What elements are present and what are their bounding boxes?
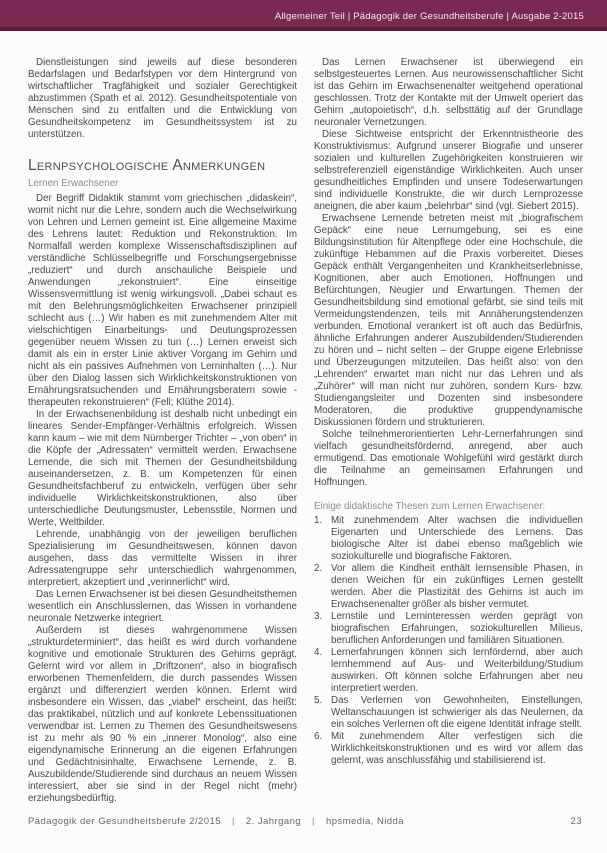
section-heading: Lernpsychologische Anmerkungen [28, 157, 266, 174]
thesis-number: 5. [314, 695, 323, 706]
left-column [28, 57, 297, 805]
paragraph: Erwachsene Lernende betreten meist mit „biografischem Gepäck“ eine neue Lernumgebung, sei es eine Bildungsinstitution für Altenpflege oder eine Hochschule, die zukünftige Hebammen auf die Praxis vorbereitet. Dieses Gepäck enthält Vergangenheiten und Krankheitserlebnisse, Kognitionen, aber auch Emotionen, Hoffnungen und Befürchtungen, Neugier und Erwartungen. Themen der Gesundheitsbildung sind emotional gefärbt, sie sind teils mit Vermeidungstendenzen, teils mit Annäherungstendenzen verbunden. Emotional verankert ist oft auch das Bedürfnis, ähnliche Erfahrungen anderer Auszubildenden/Studierenden zu hören und – nicht selten – der Gruppe eigene Erlebnisse und Überzeugungen mitzuteilen. Das heißt also: von den „Lehrenden“ erwartet man nicht nur das Lehren und als „Zuhörer“ will man nicht nur zuhören, sondern Kurs- bzw. Studiengangsleiter und Dozenten sind insbesondere Moderatoren, die produktive gruppendynamische Diskussionen fördern und strukturieren. [314, 213, 583, 428]
footer-volume: 2. Jahrgang [245, 816, 302, 827]
thesis-text: Mit zunehmendem Alter wachsen die individuellen Eigenarten und Unterschiede des Lernens. Das biologische Alter ist dabei ebenso maßgeblich wie soziokulturelle und biografische Faktoren. [331, 515, 583, 562]
thesis-number: 2. [314, 563, 323, 574]
thesis-text: Das Verlernen von Gewohnheiten, Einstellungen, Weltanschauungen ist schwieriger als das Neulernen, da ein solches Verlernen oft die eigene Identität infrage stellt. [331, 695, 583, 730]
thesis-number: 3. [314, 611, 323, 622]
thesis-number: 4. [314, 647, 323, 658]
footer-publisher: hpsmedia, Nidda [325, 816, 405, 827]
paragraph: Solche teilnehmerorientierten Lehr-Lernerfahrungen sind vielfach gesundheitsfördernd, anregend, aber auch ermutigend. Das emotionale Wohlgefühl wird gestärkt durch die Teilnahme an gemeinsamen Erfahrungen und Hoffnungen. [314, 429, 583, 488]
right-column [314, 57, 583, 805]
thesis-text: Lernstile und Lerninteressen werden geprägt von biografischen Erfahrungen, soziokulturellen Milieus, beruflichen Anforderungen und familiären Situationen. [331, 611, 583, 646]
paragraph: Lehrende, unabhängig von der jeweiligen beruflichen Spezialisierung im Gesundheitswesen, können davon ausgehen, dass das vermittelte Wissen in ihrer Adressatengruppe sehr unterschiedlich wahrgenommen, interpretiert, akzeptiert und „verinnerlicht“ wird. [28, 529, 297, 588]
paragraph: Diese Sichtweise entspricht der Erkenntnistheorie des Konstruktivismus: Aufgrund unserer Biografie und unserer sozialen und kulturellen Zugehörigkeiten konstruieren wir selbstreferenziell eigenständige Wirklichkeiten. Auch unser gesundheitliches Empfinden und unsere Todeserwartungen sind individuelle Konstrukte, die wir durch Lernprozesse aneignen, die aber kaum „belehrbar“ sind (vgl. Siebert 2015). [314, 129, 583, 212]
thesis-text: Vor allem die Kindheit enthält lernsensible Phasen, in denen Weichen für ein zukünftiges Lernen gestellt werden. Aber die Plastizität des Gehirns ist auch im Erwachsenenalter größer als bisher vermutet. [331, 563, 583, 610]
thesis-number: 1. [314, 515, 323, 526]
thesis-item [314, 695, 583, 731]
footer-journal: Pädagogik der Gesundheitsberufe 2/2015 [28, 816, 221, 827]
paragraph: Außerdem ist dieses wahrgenommene Wissen „strukturdeterminiert“, das heißt es wird durch vorhandene kognitive und emotionale Strukturen des Gehirns geprägt. Gelernt wird vor allem in „Driftzonen“, also in biografisch erworbenen Themenfeldern, die durch passendes Wissen ergänzt und differenziert werden können. Erlernt wird insbesondere ein Wissen, das „viabel“ erscheint, das heißt: das praktikabel, nützlich und auf konkrete Lebenssituationen verwendbar ist. Lernen zu Themen des Gesundheitswesens ist zu mehr als 90 % ein „innerer Monolog“, also eine eigendynamische Erinnerung an die eigenen Erfahrungen und Gedächtnisinhalte. Erwachsene Lernende, z. B. Auszubildende/Studierende sind durchaus an neuem Wissen interessiert, aber sie sind in der Regel nicht (mehr) erziehungsbedürftig. [28, 625, 297, 804]
paragraph: Dienstleistungen sind jeweils auf diese besonderen Bedarfslagen und Bedarfstypen vor dem Hintergrund von wirtschaftlicher Tragfähigkeit und sozialer Gerechtigkeit abzustimmen (Spath et al. 2012). Gesundheitspotentiale von Menschen sind zu entfalten und die Entwicklung von Gesundheitskompetenz im Gesundheitssystem ist zu unterstützen. [28, 57, 297, 140]
thesis-item [314, 731, 583, 767]
thesis-item [314, 563, 583, 611]
footer-separator: | [231, 816, 235, 827]
paragraph: In der Erwachsenenbildung ist deshalb nicht unbedingt ein lineares Sender-Empfänger-Verhältnis erfolgreich. Wissen kann kaum – wie mit dem Nürnberger Trichter – „von oben“ in die Köpfe der „Adressaten“ vermittelt werden. Erwachsene Lernende, die sich mit Themen der Gesundheitsbildung auseinandersetzen, z. B. um Kompetenzen für einen Gesundheitsfachberuf zu entwickeln, verfügen über sehr individuelle Wirklichkeitskonstruktionen, also über unterschiedliche Deutungsmuster, Lebensstile, Normen und Werte, Weltbilder. [28, 409, 297, 528]
thesis-item [314, 515, 583, 563]
page-header [0, 0, 607, 31]
thesis-text: Mit zunehmendem Alter verfestigen sich die Wirklichkeitskonstruktionen und es wird vor allem das gelernt, was anschlussfähig und stabilisierend ist. [331, 731, 583, 766]
header-running-title: Allgemeiner Teil | Pädagogik der Gesundheitsberufe | Ausgabe 2-2015 [274, 11, 584, 22]
thesis-item [314, 611, 583, 647]
paragraph: Das Lernen Erwachsener ist bei diesen Gesundheitsthemen wesentlich ein Anschlusslernen, das Wissen in vorhandene neuronale Netzwerke integriert. [28, 589, 297, 624]
thesis-number: 6. [314, 731, 323, 742]
paragraph: Das Lernen Erwachsener ist überwiegend ein selbstgesteuertes Lernen. Aus neurowissenschaftlicher Sicht ist das Gehirn im Erwachsenenalter weitgehend operational geschlossen. Trotz der Kontakte mit der Umwelt operiert das Gehirn „autopoietisch“, d.h. selbsttätig auf der Grundlage neuronaler Vernetzungen. [314, 57, 583, 128]
thesis-text: Lernerfahrungen können sich lernfördernd, aber auch lernhemmend auf Aus- und Weiterbildung/Studium auswirken. Oft können solche Erfahrungen aber neu interpretiert werden. [331, 647, 583, 694]
page-footer [28, 816, 582, 827]
page-number: 23 [570, 816, 582, 827]
paragraph: Der Begriff Didaktik stammt vom griechischen „didaskein“, womit nicht nur die Lehre, sondern auch die Wechselwirkung von Lehren und Lernen gemeint ist. Eine allgemeine Maxime des Lehrens lautet: Reduktion und Rekonstruktion. Im Normalfall werden komplexe Wissenschaftsdisziplinen auf verständliche Schlüsselbegriffe und Forschungsergebnisse „reduziert“ und durch anschauliche Beispiele und Anwendungen „rekonstruiert“. Eine einseitige Wissensvermittlung ist wenig wirkungsvoll. „Dabei schaut es mit den Belehrungsmöglichkeiten Erwachsener prinzipiell schlecht aus (…) Wir haben es mit zunehmendem Alter mit vielschichtigen Einarbeitungs- und Deutungsprozessen gegenüber neuem Wissen zu tun (…) Lernen erweist sich damit als ein in erster Linie aktiver Vorgang im Gehirn und nicht als ein passives Aufnehmen von Lerninhalten (…). Nur über den Dialog lassen sich Wirklichkeitskonstruktionen von Ernährungsratsuchenden und Ernährungsberatern sowie -therapeuten rekonstruieren“ (Fell; Klüthe 2014). [28, 193, 297, 408]
subsection-heading: Lernen Erwachsener [28, 178, 119, 189]
theses-heading: Einige didaktische Thesen zum Lernen Erwachsener: [314, 501, 546, 512]
footer-separator: | [312, 816, 315, 827]
theses-list [314, 515, 583, 767]
article-body [28, 57, 583, 805]
thesis-item [314, 647, 583, 695]
